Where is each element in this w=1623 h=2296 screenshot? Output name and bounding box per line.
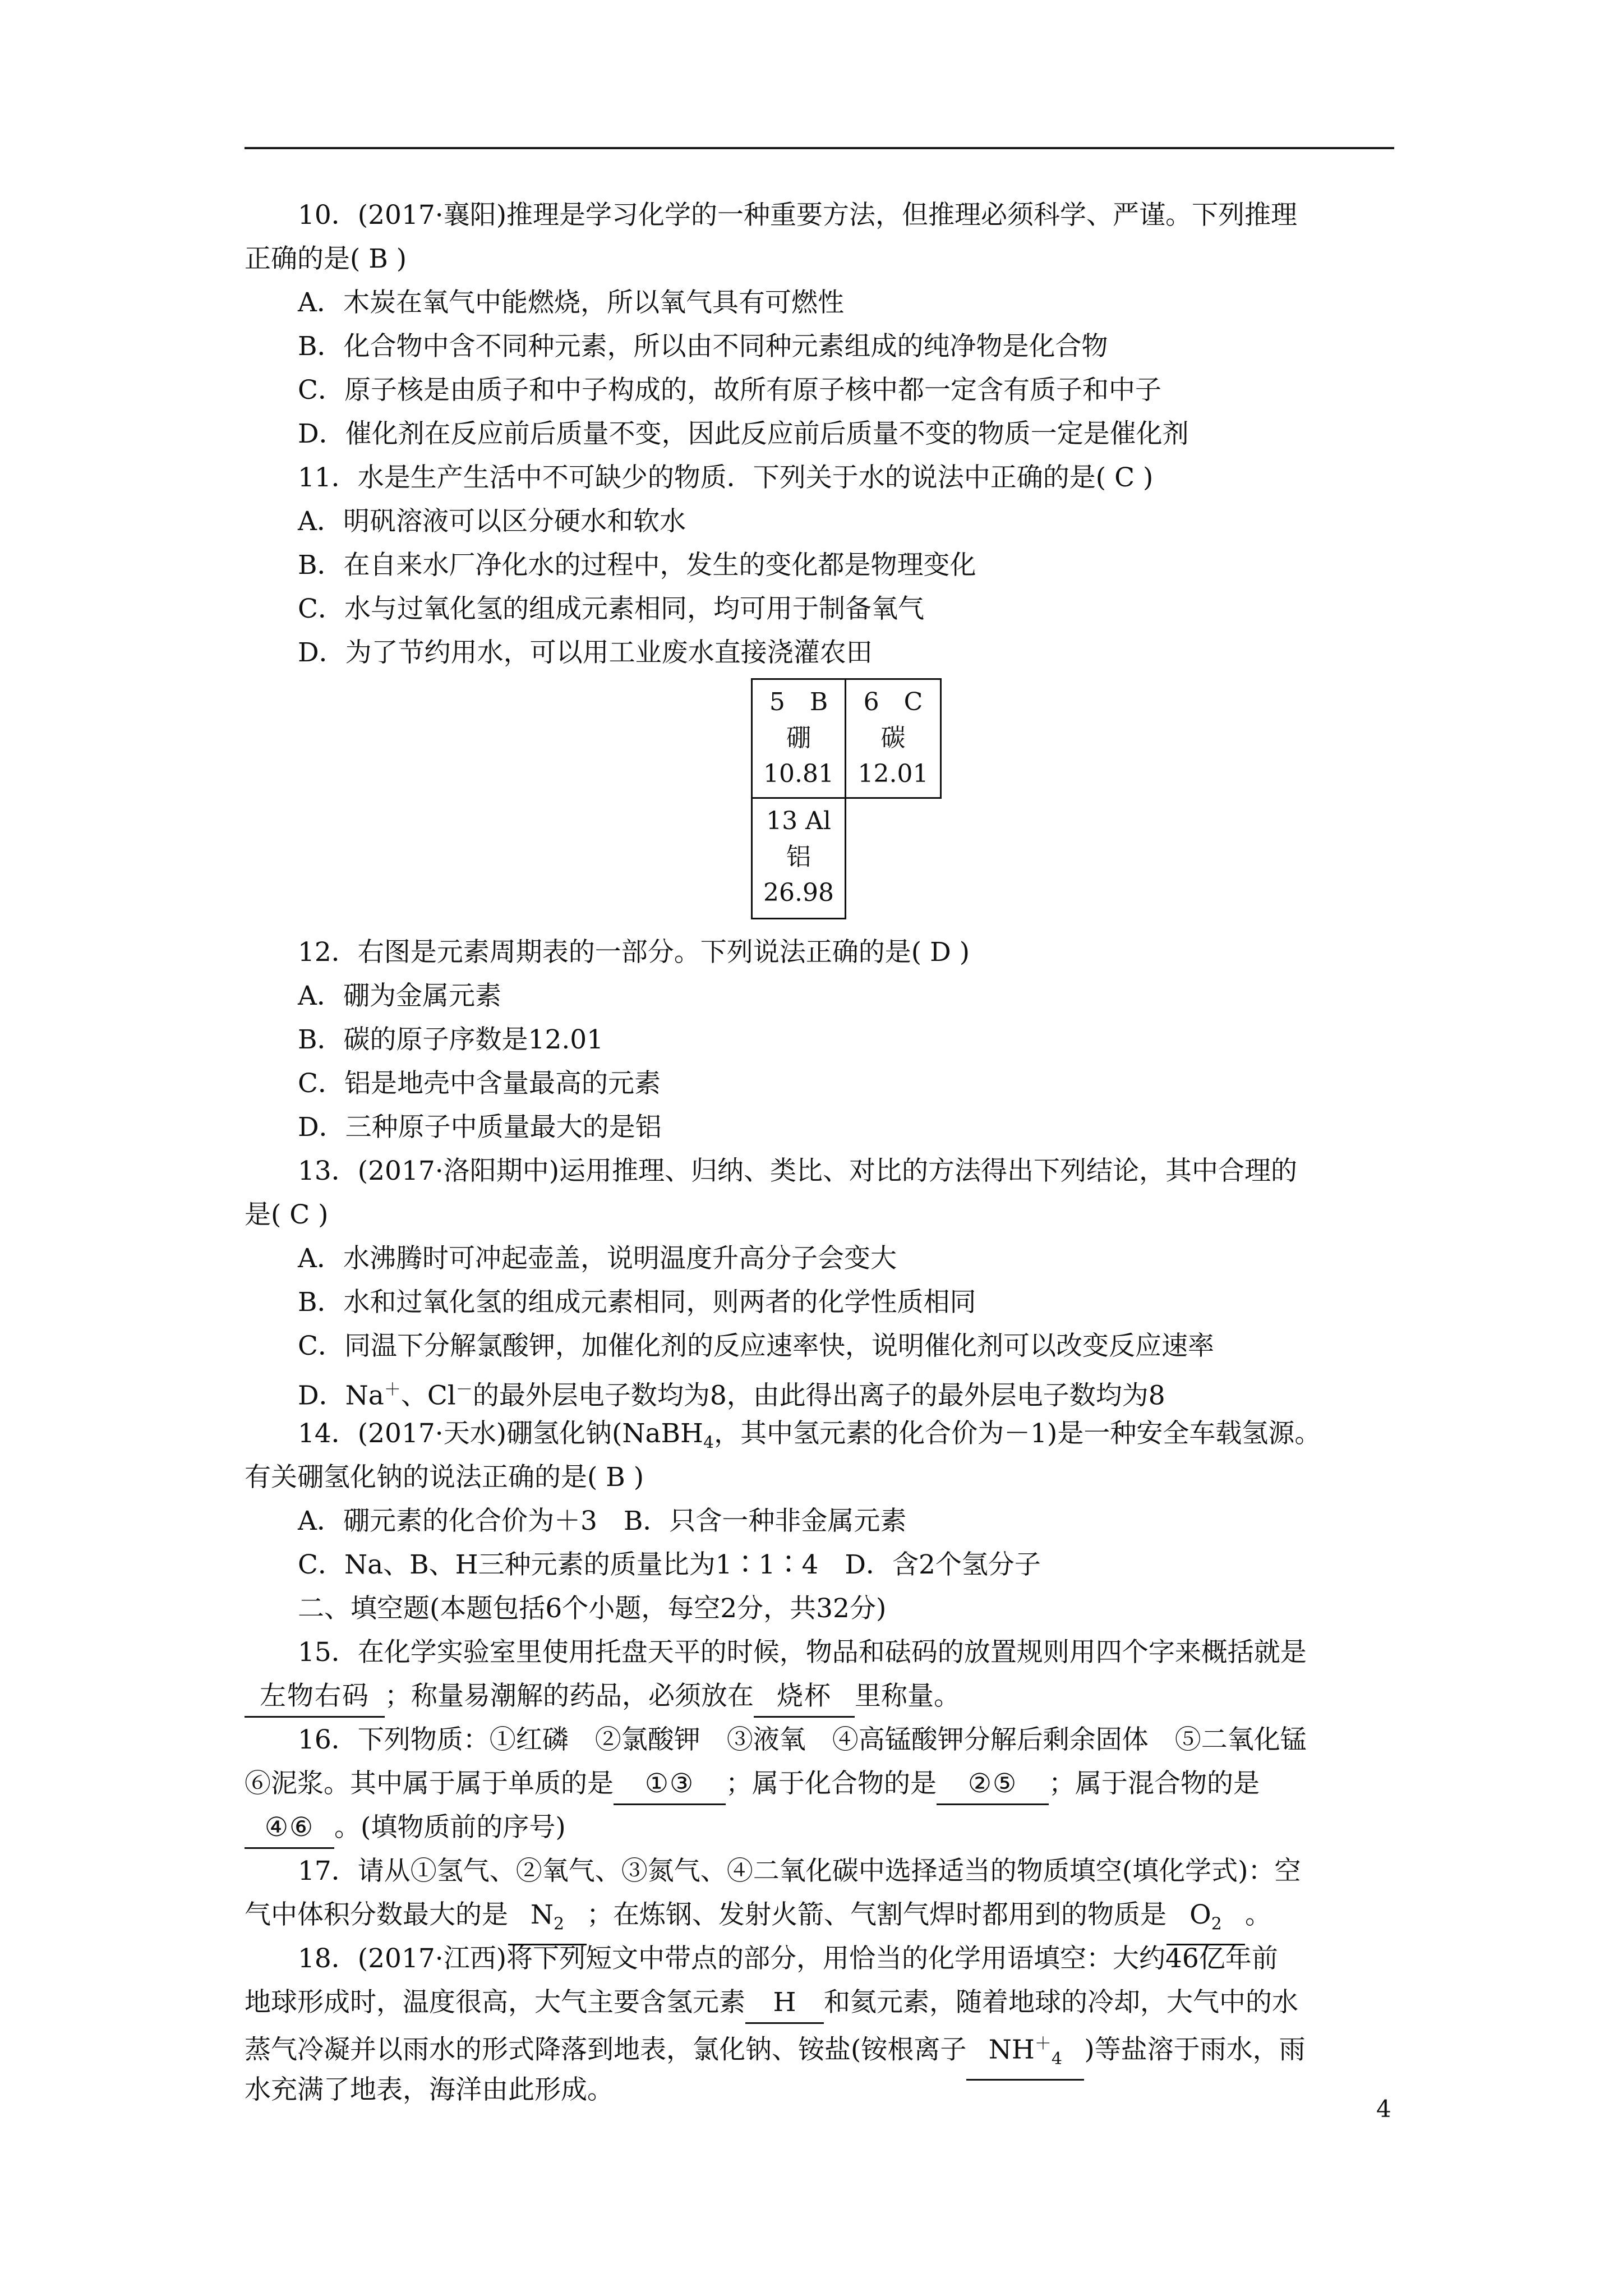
- q12-option-c: C．铝是地壳中含量最高的元素: [298, 1068, 661, 1099]
- q18-stem: 18．(2017·江西)将下列短文中带点的部分，用恰当的化学用语填空：大约46亿年前: [298, 1943, 1278, 1974]
- q13-option-d-text: 、Cl: [400, 1380, 456, 1411]
- q16-text: 。(填物质前的序号): [334, 1812, 566, 1843]
- q14-stem-text: ，其中氢元素的化合价为－1)是一种安全车载氢源。: [714, 1418, 1321, 1449]
- q17-text: 。: [1245, 1899, 1271, 1930]
- element-symbol: 5 B: [769, 688, 828, 716]
- element-cell-aluminum: [751, 797, 846, 919]
- answer-blank[interactable]: ②⑤: [937, 1764, 1049, 1805]
- answer-blank[interactable]: H: [745, 1983, 824, 2024]
- q12-stem: 12．右图是元素周期表的一部分。下列说法正确的是( D ): [298, 937, 970, 968]
- answer-formula: NH: [988, 2034, 1035, 2065]
- q17-text: ；在炼钢、发射火箭、气割气焊时都用到的物质是: [587, 1899, 1166, 1930]
- element-symbol: 13 Al: [766, 807, 831, 835]
- formula-sub: 2: [1211, 1914, 1222, 1934]
- answer-formula: O: [1189, 1899, 1211, 1930]
- document-body: [245, 194, 1394, 2112]
- section-heading: 二、填空题(本题包括6个小题，每空2分，共32分): [298, 1593, 887, 1624]
- element-name: 铝: [786, 843, 811, 871]
- q11-option-a: A．明矾溶液可以区分硬水和软水: [298, 506, 686, 537]
- header-rule: [245, 147, 1394, 149]
- q13-option-d-text: 的最外层电子数均为8，由此得出离子的最外层电子数均为8: [472, 1380, 1165, 1411]
- q12-option-b: B．碳的原子序数是12.01: [298, 1024, 604, 1055]
- q18-text: )等盐溶于雨水，雨: [1084, 2034, 1306, 2065]
- answer-blank[interactable]: 烧杯: [754, 1677, 855, 1718]
- q15-stem: 15．在化学实验室里使用托盘天平的时候，物品和砝码的放置规则用四个字来概括就是: [298, 1637, 1307, 1668]
- q14-stem-text: 14．(2017·天水)硼氢化钠(NaBH: [298, 1418, 704, 1449]
- q10-option-b: B．化合物中含不同种元素，所以由不同种元素组成的纯净物是化合物: [298, 331, 1108, 362]
- answer-formula: N: [530, 1899, 554, 1930]
- q15-text: 里称量。: [855, 1681, 960, 1711]
- q18-line-3: [245, 2024, 1394, 2068]
- answer-blank[interactable]: [966, 2024, 1084, 2081]
- q16-stem: 16．下列物质：①红磷 ②氯酸钾 ③液氧 ④高锰酸钾分解后剩余固体 ⑤二氧化锰: [298, 1724, 1307, 1755]
- element-mass: 26.98: [763, 878, 834, 907]
- element-symbol: 6 C: [863, 688, 923, 716]
- q13-option-c: C．同温下分解氯酸钾，加催化剂的反应速率快，说明催化剂可以改变反应速率: [298, 1331, 1214, 1361]
- q16-answer-line-2: [245, 1806, 1394, 1849]
- q14-stem: [245, 1412, 1394, 1456]
- q16-text: ；属于混合物的是: [1049, 1768, 1260, 1799]
- formula-sub: 4: [1051, 2049, 1062, 2069]
- q10-option-c: C．原子核是由质子和中子构成的，故所有原子核中都一定含有质子和中子: [298, 375, 1161, 406]
- answer-blank[interactable]: ①③: [614, 1764, 726, 1805]
- q12-option-d: D．三种原子中质量最大的是铝: [298, 1112, 662, 1143]
- q13-option-d: [245, 1368, 1394, 1412]
- q11-option-b: B．在自来水厂净化水的过程中，发生的变化都是物理变化: [298, 550, 976, 581]
- answer-blank[interactable]: 左物右码: [245, 1677, 385, 1718]
- q11-option-c: C．水与过氧化氢的组成元素相同，均可用于制备氧气: [298, 593, 924, 624]
- charge-sup: －: [455, 1380, 473, 1400]
- q16-text: ；属于化合物的是: [726, 1768, 937, 1799]
- charge-sup: ＋: [384, 1380, 401, 1400]
- answer-blank[interactable]: ④⑥: [245, 1808, 334, 1849]
- q15-answer-line: [245, 1674, 1394, 1718]
- q18-line-2: [245, 1981, 1394, 2024]
- q13-stem: 13．(2017·洛阳期中)运用推理、归纳、类比、对比的方法得出下列结论，其中合理的: [298, 1156, 1298, 1186]
- q10-option-d: D．催化剂在反应前后质量不变，因此反应前后质量不变的物质一定是催化剂: [298, 418, 1189, 449]
- element-cell-carbon: [845, 678, 942, 799]
- element-name: 硼: [786, 724, 811, 752]
- q15-text: ；称量易潮解的药品，必须放在: [385, 1681, 754, 1711]
- q11-stem: 11．水是生产生活中不可缺少的物质．下列关于水的说法中正确的是( C ): [298, 462, 1154, 493]
- q14-options-ab: A．硼元素的化合价为＋3 B．只含一种非金属元素: [298, 1506, 907, 1536]
- q16-answer-line: [245, 1762, 1394, 1806]
- q13-stem-cont: 是( C ): [245, 1199, 329, 1230]
- element-cell-boron: [751, 678, 846, 799]
- q17-text: 气中体积分数最大的是: [245, 1899, 508, 1930]
- q10-stem-cont: 正确的是( B ): [245, 243, 407, 274]
- q18-text: 和氦元素，随着地球的冷却，大气中的水: [824, 1987, 1298, 2018]
- q18-line-4: 水充满了地表，海洋由此形成。: [245, 2074, 614, 2105]
- q11-option-d: D．为了节约用水，可以用工业废水直接浇灌农田: [298, 637, 873, 668]
- element-name: 碳: [880, 724, 906, 752]
- q16-text: ⑥泥浆。其中属于属于单质的是: [245, 1768, 614, 1799]
- formula-sub: 4: [703, 1433, 714, 1453]
- q10-option-a: A．木炭在氧气中能燃烧，所以氧气具有可燃性: [298, 287, 844, 318]
- q13-option-b: B．水和过氧化氢的组成元素相同，则两者的化学性质相同: [298, 1287, 976, 1318]
- q13-option-d-text: D．Na: [298, 1380, 384, 1411]
- q18-text: 蒸气冷凝并以雨水的形式降落到地表，氯化钠、铵盐(铵根离子: [245, 2034, 967, 2065]
- q13-option-a: A．水沸腾时可冲起壶盖，说明温度升高分子会变大: [298, 1243, 897, 1274]
- q17-answer-line: [245, 1893, 1394, 1937]
- periodic-table-fragment: [751, 678, 942, 919]
- q18-text: 地球形成时，温度很高，大气主要含氢元素: [245, 1987, 745, 2018]
- q14-stem-cont: 有关硼氢化钠的说法正确的是( B ): [245, 1462, 644, 1493]
- q12-option-a: A．硼为金属元素: [298, 981, 501, 1011]
- formula-sub: 2: [554, 1914, 565, 1934]
- element-mass: 12.01: [857, 760, 929, 788]
- q14-options-cd: C．Na、B、H三种元素的质量比为1∶1∶4 D．含2个氢分子: [298, 1549, 1041, 1580]
- charge-sup: ＋: [1034, 2034, 1052, 2054]
- q10-stem: 10．(2017·襄阳)推理是学习化学的一种重要方法，但推理必须科学、严谨。下列推理: [298, 200, 1298, 231]
- element-mass: 10.81: [763, 760, 834, 788]
- q17-stem: 17．请从①氢气、②氧气、③氮气、④二氧化碳中选择适当的物质填空(填化学式)：空: [298, 1856, 1301, 1887]
- page-number: 4: [1376, 2095, 1391, 2123]
